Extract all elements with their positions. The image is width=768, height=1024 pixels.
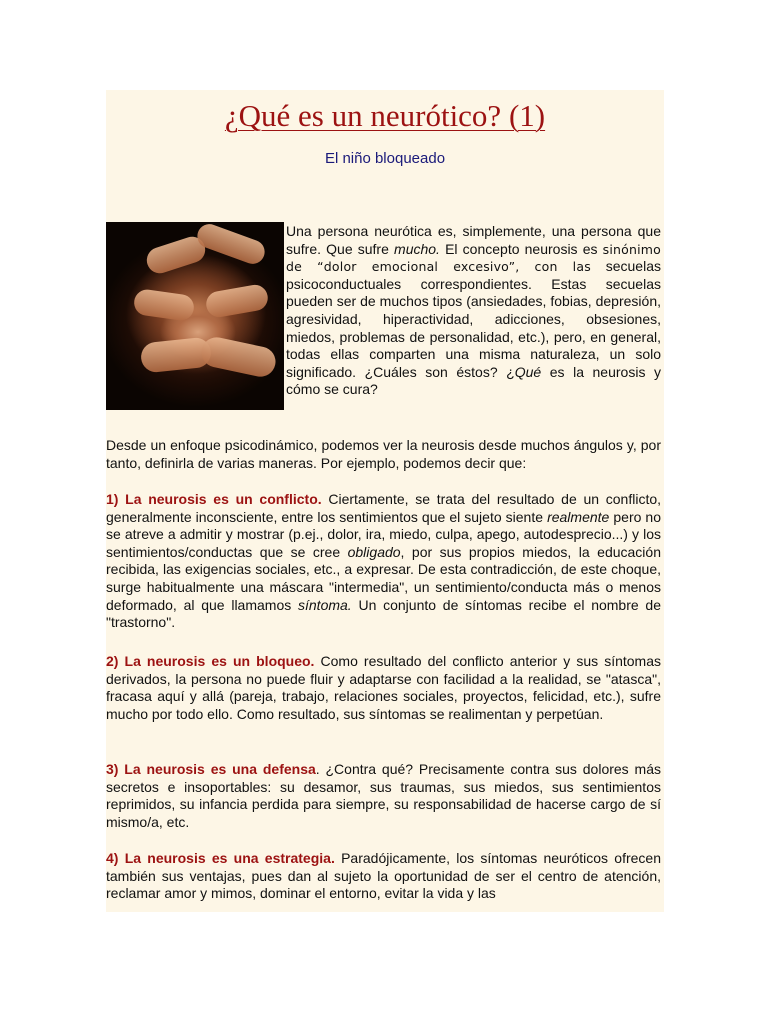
hands-covering-face-photo — [106, 222, 284, 410]
page-subtitle: El niño bloqueado — [324, 150, 446, 167]
document-page — [106, 90, 664, 912]
paragraph-block: 2) La neurosis es un bloqueo. Como resultado del conflicto anterior y sus síntomas derivados, la persona no puede fluir y adaptarse con facilidad a la realidad, se "atasca", fracasa aquí y allá (pareja, trabajo, relaciones sociales, proyectos, felicidad, etc.), sufre mucho por todo ello. Como resultado, sus síntomas se realimentan y perpetúan. — [106, 653, 661, 722]
paragraph-approach: Desde un enfoque psicodinámico, podemos ver la neurosis desde muchos ángulos y, por tanto, definirla de varias maneras. Por ejemplo, podemos decir que: — [106, 437, 661, 471]
point-1-heading: 1) La neurosis es un conflicto. — [106, 491, 322, 507]
paragraph-defense: 3) La neurosis es una defensa. ¿Contra qué? Precisamente contra sus dolores más secretos e insoportables: su desamor, sus traumas, sus miedos, sus sentimientos reprimidos, su infancia perdida para siempre, su responsabilidad de hacerse cargo de sí mismo/a, etc. — [106, 761, 661, 830]
paragraph-strategy: 4) La neurosis es una estrategia. Paradójicamente, los síntomas neuróticos ofrecen también sus ventajas, pues dan al sujeto la oportunidad de ser el centro de atención, reclamar amor y mimos, dominar el entorno, evitar la vida y las — [106, 850, 661, 902]
page-title: ¿Qué es un neurótico? (1) — [224, 98, 546, 133]
paragraph-conflict: 1) La neurosis es un conflicto. Ciertamente, se trata del resultado de un conflicto, generalmente inconsciente, entre los sentimientos que el sujeto siente realmente pero no se atreve a admitir y mostrar (p.ej., dolor, ira, miedo, culpa, apego, autodesprecio...) y los sentimientos/conductas que se cree obligado, por sus propios miedos, la educación recibida, las exigencias sociales, etc., a expresar. De esta contradicción, de este choque, surge habitualmente una máscara "intermedia", un sentimiento/conducta más o menos deformado, al que llamamos síntoma. Un conjunto de síntomas recibe el nombre de "trastorno". — [106, 491, 662, 631]
point-3-heading: 3) La neurosis es una defensa — [106, 761, 316, 777]
point-4-heading: 4) La neurosis es una estrategia. — [106, 850, 335, 866]
point-2-heading: 2) La neurosis es un bloqueo. — [106, 653, 315, 669]
intro-paragraph: Una persona neurótica es, simplemente, una persona que sufre. Que sufre mucho. El concepto neurosis es sinónimo de “dolor emocional excesivo”, con las secuelas psicoconductuales correspondientes. Estas secuelas pueden ser de muchos tipos (ansiedades, fobias, depresión, agresividad, hiperactividad, adicciones, obsesiones, miedos, problemas de personalidad, etc.), pero, en general, todas ellas comparten una misma naturaleza, un solo significado. ¿Cuáles son éstos? ¿Qué es la neurosis y cómo se cura? — [286, 223, 661, 398]
